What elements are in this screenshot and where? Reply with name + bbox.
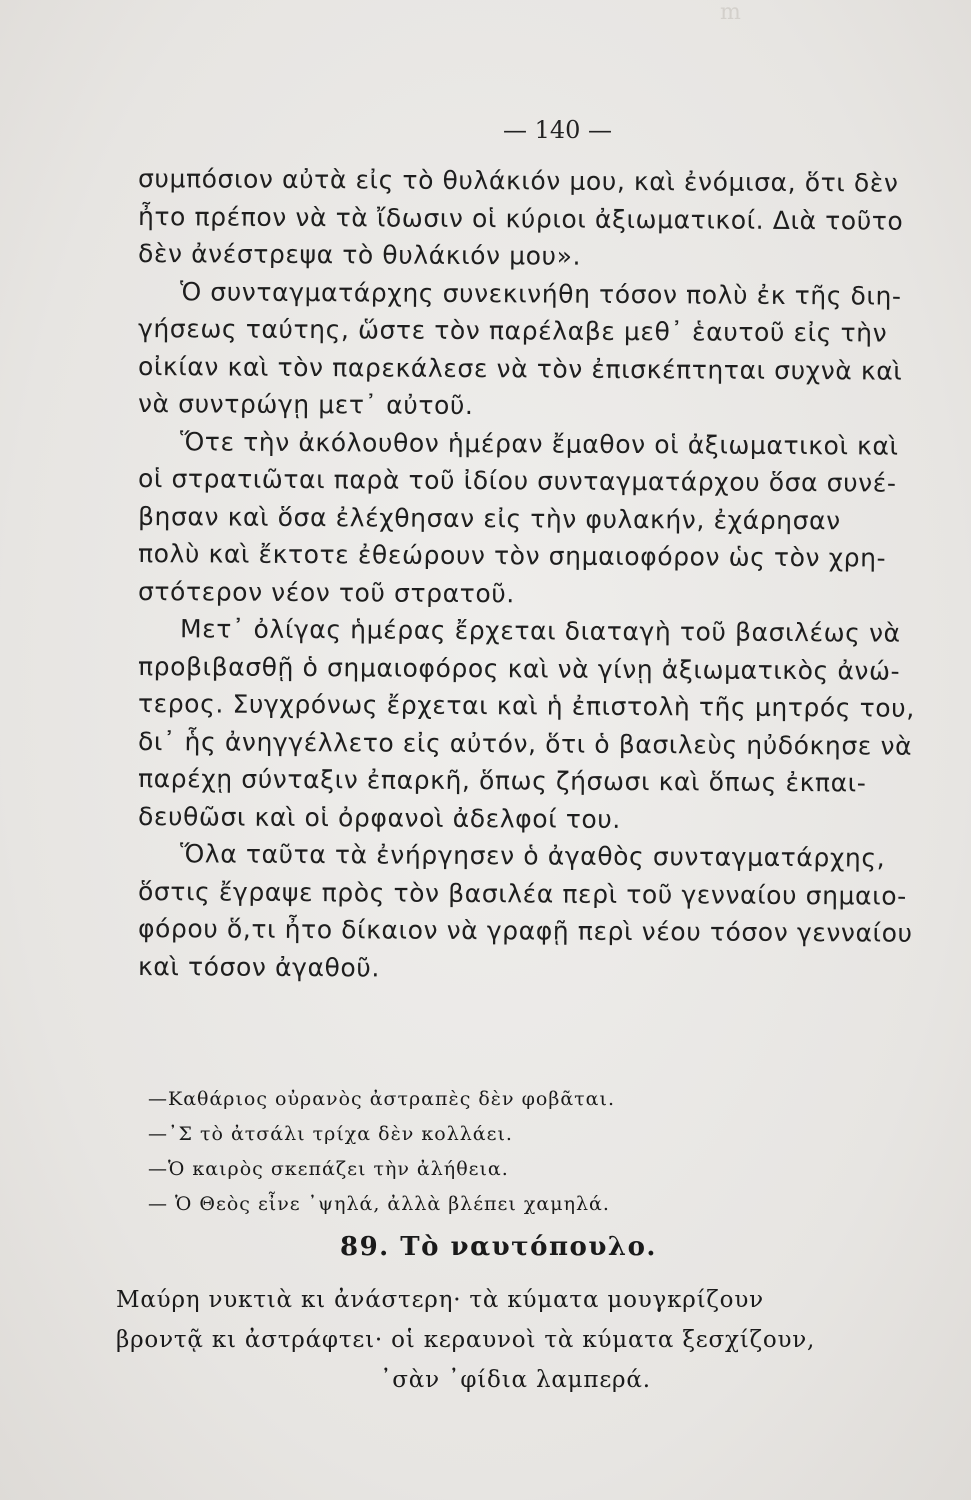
poem-line: ᾽σὰν ᾽φίδια λαμπερά. — [380, 1367, 651, 1393]
text-line: φόρου ὅ,τι ἦτο δίκαιον νὰ γραφῇ περὶ νέου τόσον γενναίου — [137, 914, 913, 948]
text-line: δι᾽ ἧς ἀνηγγέλλετο εἰς αὐτόν, ὅτι ὁ βασιλεὺς ηὐδόκησε νὰ — [137, 726, 913, 761]
proverbs-list — [148, 1082, 615, 1222]
text-line: οἰκίαν καὶ τὸν παρεκάλεσε νὰ τὸν ἐπισκέπτηται συχνὰ καὶ — [137, 351, 903, 386]
text-line: ὅστις ἔγραψε πρὸς τὸν βασιλέα περὶ τοῦ γενναίου σημαιο- — [137, 876, 907, 911]
proverb: —Ὁ καιρὸς σκεπάζει τὴν ἀλήθεια. — [148, 1158, 509, 1180]
text-line: Ὁ συνταγματάρχης συνεκινήθη τόσον πολὺ ἐκ τῆς διη- — [179, 276, 902, 311]
page-number: — 140 — — [502, 116, 613, 144]
proverb: —᾽Σ τὸ ἀτσάλι τρίχα δὲν κολλάει. — [148, 1123, 513, 1145]
poem-line: βροντᾷ κι ἀστράφτει· οἱ κεραυνοὶ τὰ κύματα ξεσχίζουν, — [116, 1327, 816, 1353]
text-line: πολὺ καὶ ἔκτοτε ἐθεώρουν τὸν σημαιοφόρον ὡς τὸν χρη- — [137, 539, 887, 573]
proverb: — Ὁ Θεὸς εἶνε ᾽ψηλά, ἀλλὰ βλέπει χαμηλά. — [148, 1193, 610, 1215]
text-line: παρέχῃ σύνταξιν ἐπαρκῆ, ὅπως ζήσωσι καὶ ὅπως ἐκπαι- — [137, 764, 867, 798]
text-line: δὲν ἀνέστρεψα τὸ θυλάκιόν μου». — [137, 239, 582, 271]
text-line: Ὅλα ταῦτα τὰ ἐνήργησεν ὁ ἀγαθὸς συνταγματάρχης, — [179, 839, 886, 873]
text-line: Μετ᾽ ὀλίγας ἡμέρας ἔρχεται διαταγὴ τοῦ βασιλέως νὰ — [179, 614, 901, 648]
text-line: Ὅτε τὴν ἀκόλουθον ἡμέραν ἔμαθον οἱ ἀξιωματικοὶ καὶ — [179, 426, 899, 461]
text-line: οἱ στρατιῶται παρὰ τοῦ ἰδίου συνταγματάρχου ὅσα συνέ- — [137, 464, 897, 498]
text-line: προβιβασθῇ ὁ σημαιοφόρος καὶ νὰ γίνῃ ἀξιωματικὸς ἀνώ- — [137, 651, 901, 686]
text-line: γήσεως ταύτης, ὥστε τὸν παρέλαβε μεθ᾽ ἑαυτοῦ εἰς τὴν — [137, 314, 888, 348]
text-line: συμπόσιον αὐτὰ εἰς τὸ θυλάκιόν μου, καὶ ἐνόμισα, ὅτι δὲν — [137, 164, 899, 198]
text-line: δευθῶσι καὶ οἱ ὀρφανοὶ ἀδελφοί του. — [137, 801, 622, 834]
bleed-through-mark: m — [720, 0, 747, 25]
body-text — [138, 160, 938, 985]
poem-line: Μαύρη νυκτιὰ κι ἀνάστερη· τὰ κύματα μουγκρίζουν — [116, 1287, 764, 1313]
proverb: —Καθάριος οὐρανὸς ἀστραπὲς δὲν φοβᾶται. — [148, 1088, 615, 1110]
section-heading: 89. Τὸ ναυτόπουλο. — [340, 1232, 657, 1262]
text-line: καὶ τόσον ἀγαθοῦ. — [137, 951, 381, 982]
text-line: νὰ συντρώγῃ μετ᾽ αὐτοῦ. — [137, 389, 474, 421]
text-line: ἦτο πρέπον νὰ τὰ ἴδωσιν οἱ κύριοι ἀξιωματικοί. Διὰ τοῦτο — [137, 201, 904, 236]
text-line: βησαν καὶ ὅσα ἐλέχθησαν εἰς τὴν φυλακήν, ἐχάρησαν — [137, 501, 841, 535]
poem — [116, 1280, 815, 1400]
text-line: τερος. Συγχρόνως ἔρχεται καὶ ἡ ἐπιστολὴ τῆς μητρός του, — [137, 689, 915, 723]
text-line: στότερον νέον τοῦ στρατοῦ. — [137, 576, 515, 608]
